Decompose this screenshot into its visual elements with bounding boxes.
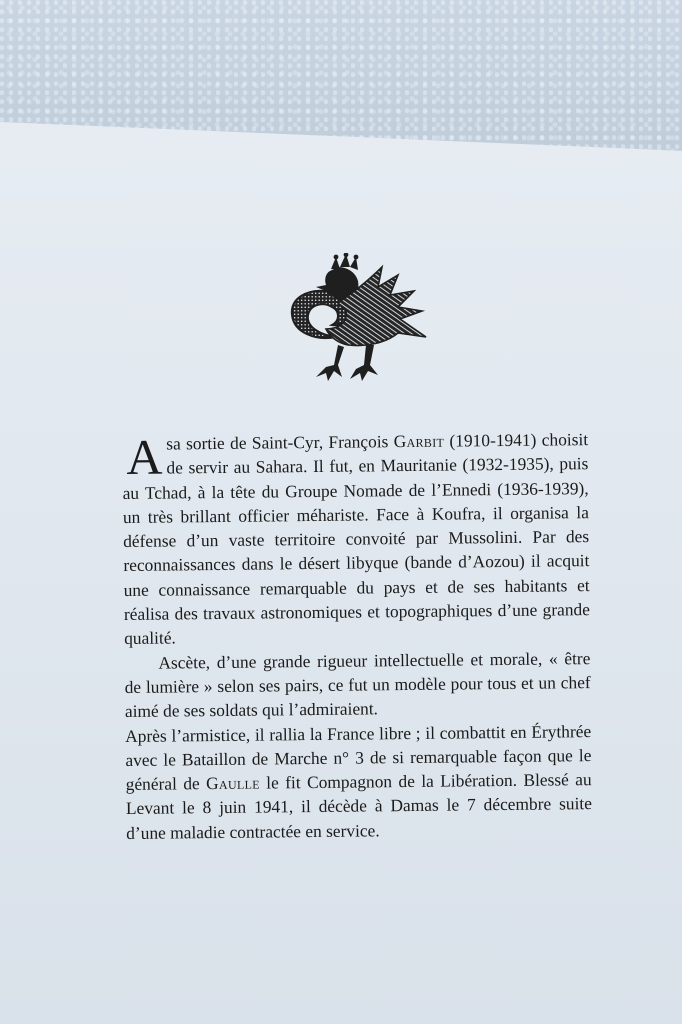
paragraph-2: Ascète, d’une grande rigueur intellectuelle et morale, « être de lumière » selon ses pairs, ce fut un modèle pour tous et un chef aimé de ses soldats qui l’admiraient. <box>124 647 591 722</box>
paragraph-3 <box>125 719 592 845</box>
person-name-garbit: Garbit <box>393 430 445 452</box>
drop-cap: A <box>125 428 163 485</box>
paragraph-3-intro: Après l’armistice, il rallia la France libre ; il combattit en Érythrée avec le Bataillon de Marche n° 3 de si remarquable façon que le général de <box>125 720 592 795</box>
rooster-emblem-icon <box>286 253 432 399</box>
paragraph-3-body: le fit Compagnon de la Libération. Blessé au Levant le 8 juin 1941, il décède à Damas le 7 décembre suite d’une maladie contractée en service. <box>125 769 593 843</box>
paragraph-1-body: (1910-1941) choisit de servir au Sahara. Il fut, en Mauritanie (1932-1935), puis au Tchad, à la tête du Groupe Nomade de l’Ennedi (1936-1939), un très brillant officier méhariste. Face à Koufra, il organisa la défense d’un vaste territoire convoité par Mussolini. Par des reconnaissances dans le désert libyque (bande d’Aozou) il acquit une connaissance remarquable du pays et de ses habitants et réalisa des travaux astronomiques et topographiques d’une grande qualité. <box>122 429 590 649</box>
paragraph-1 <box>122 427 590 651</box>
paragraph-1-intro: sa sortie de Saint-Cyr, François <box>166 431 394 454</box>
rooster-crest <box>331 253 358 270</box>
biography-text <box>122 427 592 845</box>
person-name-gaulle: Gaulle <box>206 772 260 794</box>
rooster-legs <box>316 345 378 381</box>
